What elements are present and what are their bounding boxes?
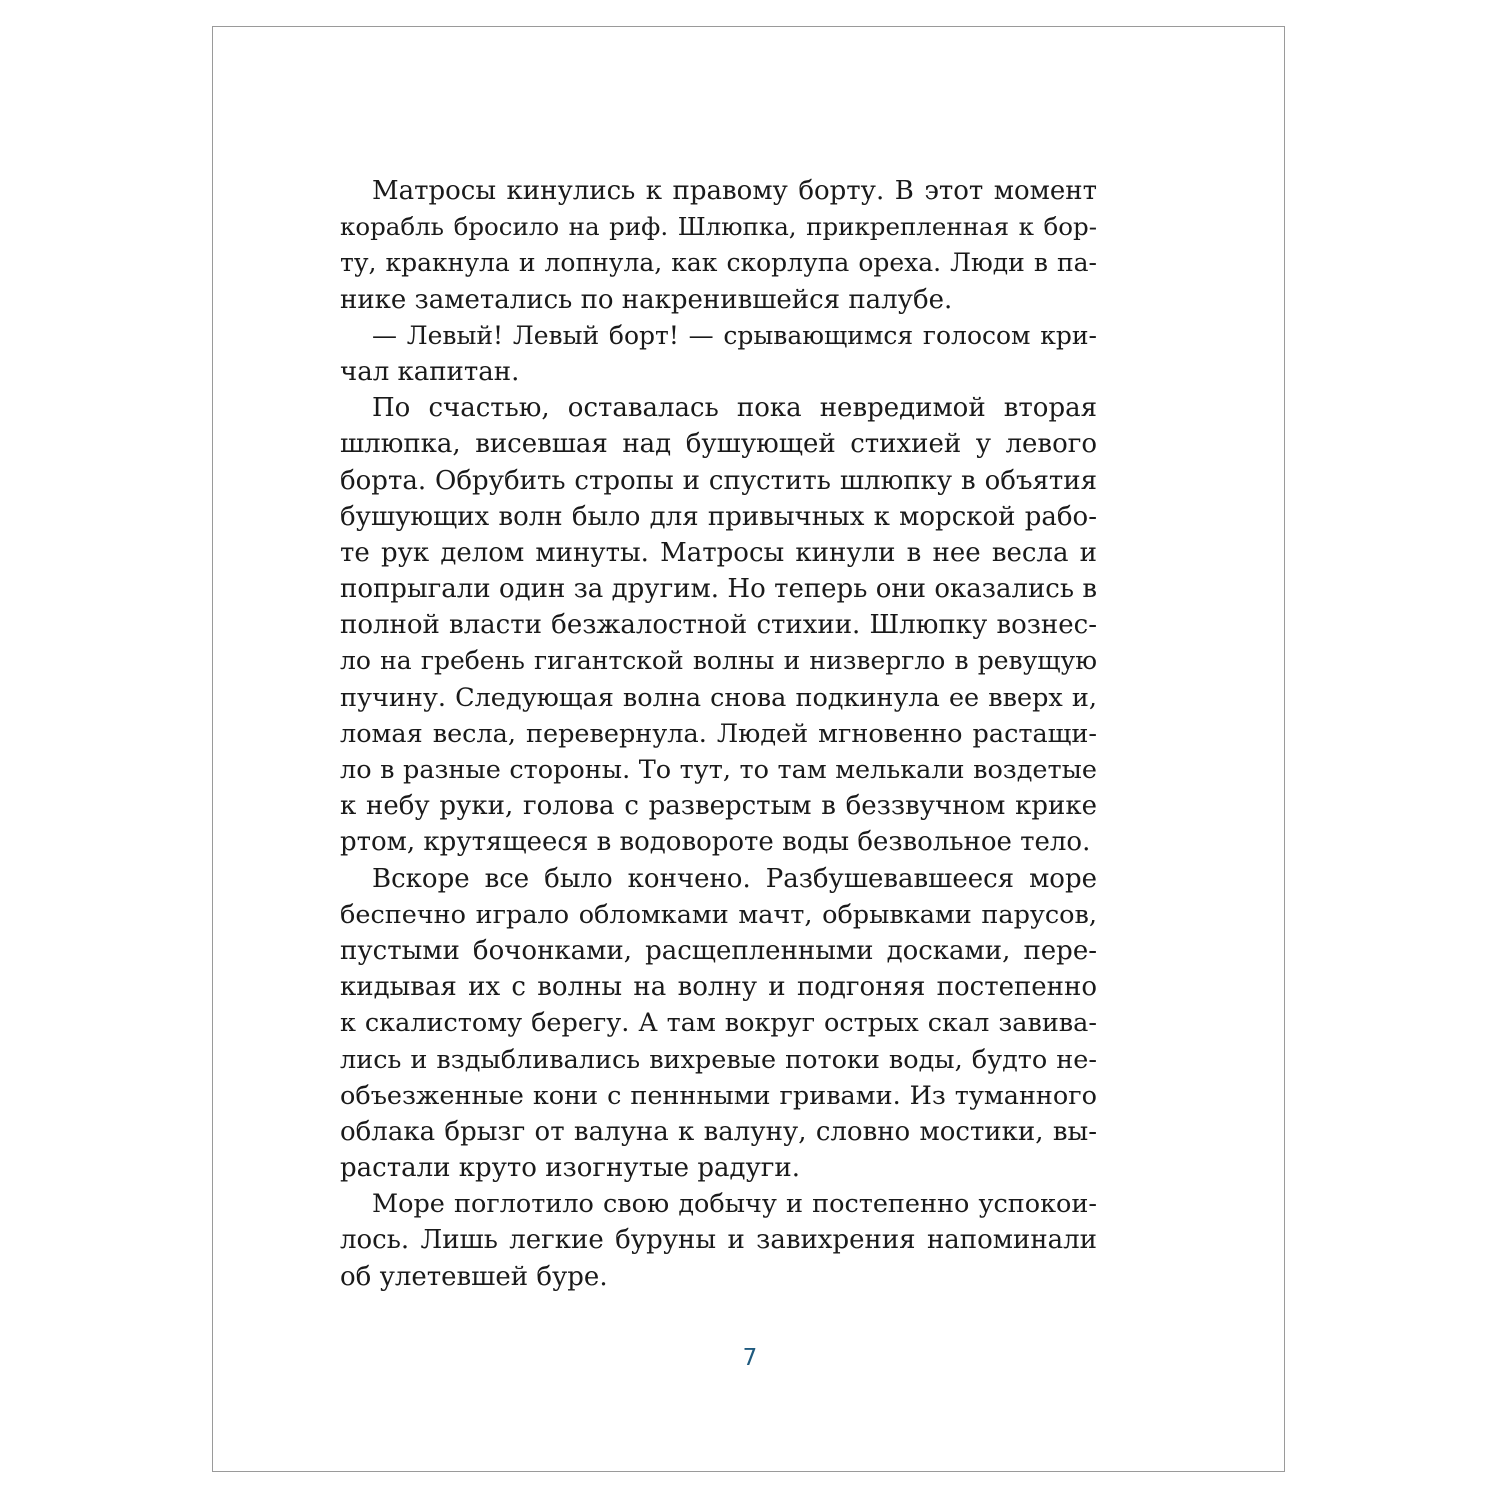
page-number: 7 [742, 1345, 758, 1371]
text-line: — Левый! Левый борт! — срывающимся голосом кри- [372, 320, 1097, 350]
text-line: Море поглотило свою добычу и постепенно успокои- [372, 1189, 1097, 1220]
text-line: корабль бросило на риф. Шлюпка, прикрепленная к бор- [340, 212, 1097, 242]
text-line: шлюпка, висевшая над бушующей стихией у левого [340, 429, 1097, 460]
text-line: об улетевшей буре. [340, 1261, 608, 1292]
text-line: объезженные кони с пеннными гривами. Из туманного [340, 1080, 1097, 1111]
text-line: ту, кракнула и лопнула, как скорлупа ореха. Люди в па- [340, 248, 1097, 278]
text-line: к небу руки, голова с разверстым в беззвучном крике [340, 791, 1097, 822]
text-line: ло на гребень гигантской волны и низвергло в ревущую [340, 646, 1097, 676]
text-line: к скалистому берегу. А там вокруг острых скал завива- [340, 1008, 1097, 1039]
text-line: чал капитан. [340, 356, 520, 387]
text-line: бушующих волн было для привычных к морской рабо- [340, 501, 1097, 532]
text-line: полной власти безжалостной стихии. Шлюпку вознес- [340, 610, 1097, 641]
text-line: кидывая их с волны на волну и подгоняя постепенно [340, 972, 1097, 1003]
text-line: По счастью, оставалась пока невредимой вторая [372, 393, 1097, 424]
text-line: лись и вздыбливались вихревые потоки воды, будто не- [340, 1044, 1097, 1075]
text-line: ло в разные стороны. То тут, то там мелькали воздетые [340, 755, 1097, 785]
text-line: ртом, крутящееся в водовороте воды безвольное тело. [340, 827, 1091, 858]
text-line: лось. Лишь легкие буруны и завихрения напоминали [340, 1225, 1097, 1256]
text-line: беспечно играло обломками мачт, обрывками парусов, [340, 899, 1097, 930]
text-line: борта. Обрубить стропы и спустить шлюпку в объятия [340, 465, 1097, 496]
body-text [340, 173, 1097, 1295]
text-line: Матросы кинулись к правому борту. В этот момент [372, 176, 1097, 206]
text-line: ломая весла, перевернула. Людей мгновенно растащи- [340, 718, 1097, 749]
text-line: пустыми бочонками, расщепленными досками, пере- [340, 935, 1097, 966]
text-line: пучину. Следующая волна снова подкинула ее вверх и, [340, 682, 1097, 713]
text-line: Вскоре все было кончено. Разбушевавшееся море [372, 863, 1097, 894]
text-line: растали круто изогнутые радуги. [340, 1153, 801, 1184]
text-line: нике заметались по накренившейся палубе. [340, 284, 953, 315]
text-line: облака брызг от валуна к валуну, словно мостики, вы- [340, 1116, 1097, 1147]
text-line: попрыгали один за другим. Но теперь они оказались в [340, 574, 1097, 605]
text-line: те рук делом минуты. Матросы кинули в нее весла и [340, 537, 1097, 568]
